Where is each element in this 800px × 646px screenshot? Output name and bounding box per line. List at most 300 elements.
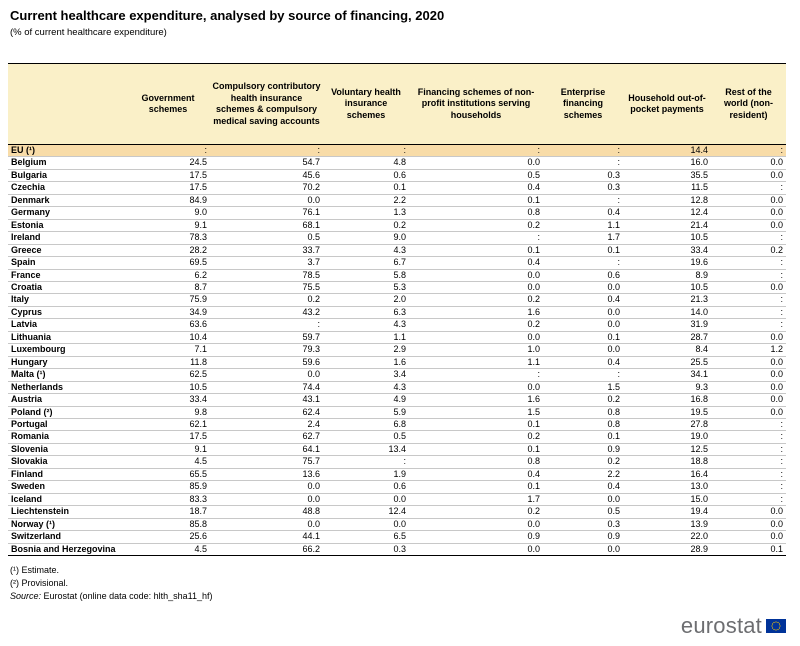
cell-value: 0.1 [711, 543, 786, 555]
eurostat-logo [681, 613, 786, 639]
cell-value: 0.0 [711, 506, 786, 518]
flag-star-icon [775, 621, 776, 622]
cell-value: 0.8 [409, 456, 543, 468]
cell-value: 12.4 [323, 506, 409, 518]
cell-value: 83.3 [126, 493, 210, 505]
cell-value: : [711, 145, 786, 157]
cell-value: 62.7 [210, 431, 323, 443]
cell-value: : [711, 294, 786, 306]
cell-value: 0.4 [409, 468, 543, 480]
cell-value: : [711, 431, 786, 443]
cell-value: 75.5 [210, 281, 323, 293]
cell-value: 25.5 [623, 356, 711, 368]
cell-value: 8.4 [623, 344, 711, 356]
table-row [8, 219, 786, 231]
cell-value: 16.4 [623, 468, 711, 480]
cell-value: 19.5 [623, 406, 711, 418]
cell-value: 0.5 [323, 431, 409, 443]
row-country: Czechia [8, 182, 126, 194]
row-country: Estonia [8, 219, 126, 231]
cell-value: 48.8 [210, 506, 323, 518]
row-country: Norway (¹) [8, 518, 126, 530]
cell-value: : [543, 194, 623, 206]
table-row [8, 207, 786, 219]
cell-value: 18.7 [126, 506, 210, 518]
table-row [8, 281, 786, 293]
cell-value: 27.8 [623, 418, 711, 430]
cell-value: 25.6 [126, 531, 210, 543]
cell-value: 2.9 [323, 344, 409, 356]
cell-value: 0.0 [711, 381, 786, 393]
cell-value: 4.8 [323, 157, 409, 169]
cell-value: 62.4 [210, 406, 323, 418]
table-row [8, 443, 786, 455]
cell-value: 0.1 [409, 194, 543, 206]
cell-value: 10.5 [623, 281, 711, 293]
cell-value: 2.2 [323, 194, 409, 206]
cell-value: 0.5 [210, 232, 323, 244]
cell-value: 21.3 [623, 294, 711, 306]
table-row [8, 194, 786, 206]
cell-value: 0.8 [543, 406, 623, 418]
cell-value: 0.0 [210, 369, 323, 381]
cell-value: 69.5 [126, 257, 210, 269]
cell-value: : [711, 182, 786, 194]
cell-value: : [409, 369, 543, 381]
cell-value: 0.3 [323, 543, 409, 555]
table-row [8, 356, 786, 368]
source-line [10, 590, 213, 603]
cell-value: : [210, 145, 323, 157]
cell-value: : [711, 493, 786, 505]
cell-value: 10.4 [126, 331, 210, 343]
cell-value: 0.2 [323, 219, 409, 231]
cell-value: 12.8 [623, 194, 711, 206]
cell-value: : [711, 443, 786, 455]
cell-value: 0.0 [711, 356, 786, 368]
cell-value: 75.7 [210, 456, 323, 468]
row-country: Bulgaria [8, 169, 126, 181]
table-row [8, 481, 786, 493]
cell-value: 0.0 [711, 518, 786, 530]
cell-value: 13.9 [623, 518, 711, 530]
row-country: Cyprus [8, 306, 126, 318]
cell-value: 0.2 [409, 431, 543, 443]
cell-value: 1.6 [323, 356, 409, 368]
cell-value: 16.0 [623, 157, 711, 169]
cell-value: 0.0 [409, 269, 543, 281]
cell-value: 0.0 [210, 493, 323, 505]
cell-value: 0.6 [323, 169, 409, 181]
cell-value: 34.1 [623, 369, 711, 381]
cell-value: : [711, 319, 786, 331]
cell-value: : [711, 456, 786, 468]
table-header-row [8, 64, 786, 145]
row-country: Greece [8, 244, 126, 256]
cell-value: 1.6 [409, 394, 543, 406]
table-row [8, 306, 786, 318]
cell-value: 0.0 [210, 518, 323, 530]
cell-value: 0.6 [543, 269, 623, 281]
cell-value: 3.7 [210, 257, 323, 269]
header-col-7: Rest of the world (non-resident) [711, 64, 786, 145]
cell-value: 2.4 [210, 418, 323, 430]
cell-value: 24.5 [126, 157, 210, 169]
cell-value: 0.0 [711, 531, 786, 543]
cell-value: 9.8 [126, 406, 210, 418]
logo-text: eurostat [680, 613, 762, 638]
cell-value: 0.0 [711, 369, 786, 381]
cell-value: 0.3 [543, 169, 623, 181]
cell-value: 0.1 [543, 431, 623, 443]
cell-value: 0.5 [409, 169, 543, 181]
table-row [8, 244, 786, 256]
row-country: Romania [8, 431, 126, 443]
cell-value: 0.0 [409, 381, 543, 393]
cell-value: 8.9 [623, 269, 711, 281]
cell-value: 66.2 [210, 543, 323, 555]
cell-value: 64.1 [210, 443, 323, 455]
table-row [8, 257, 786, 269]
table-row [8, 331, 786, 343]
cell-value: 59.7 [210, 331, 323, 343]
cell-value: 14.4 [623, 145, 711, 157]
cell-value: 10.5 [126, 381, 210, 393]
table-row [8, 493, 786, 505]
flag-star-icon [775, 629, 776, 630]
cell-value: 0.0 [543, 319, 623, 331]
cell-value: 19.6 [623, 257, 711, 269]
row-country: Lithuania [8, 331, 126, 343]
source-text: Eurostat (online data code: hlth_sha11_hf) [43, 591, 213, 601]
row-country: Slovenia [8, 443, 126, 455]
table-row [8, 543, 786, 555]
cell-value: 0.1 [409, 244, 543, 256]
header-col-4: Financing schemes of non-profit institutions serving households [409, 64, 543, 145]
cell-value: 0.1 [543, 331, 623, 343]
cell-value: 11.8 [126, 356, 210, 368]
cell-value: 1.2 [711, 344, 786, 356]
row-country: Croatia [8, 281, 126, 293]
table-row [8, 531, 786, 543]
cell-value: 19.0 [623, 431, 711, 443]
cell-value: 9.3 [623, 381, 711, 393]
cell-value: 0.1 [409, 481, 543, 493]
cell-value: 1.7 [543, 232, 623, 244]
header-col-5: Enterprise financing schemes [543, 64, 623, 145]
cell-value: 0.8 [543, 418, 623, 430]
cell-value: 0.0 [409, 331, 543, 343]
row-country: Switzerland [8, 531, 126, 543]
row-country: Malta (¹) [8, 369, 126, 381]
row-country: Bosnia and Herzegovina [8, 543, 126, 555]
cell-value: : [543, 369, 623, 381]
cell-value: : [711, 232, 786, 244]
table-body [8, 145, 786, 556]
cell-value: 0.2 [409, 319, 543, 331]
cell-value: : [543, 145, 623, 157]
flag-star-icon [773, 629, 774, 630]
cell-value: 78.3 [126, 232, 210, 244]
cell-value: 1.3 [323, 207, 409, 219]
table-row [8, 294, 786, 306]
row-country: Sweden [8, 481, 126, 493]
row-country: Netherlands [8, 381, 126, 393]
table-row [8, 468, 786, 480]
table-row [8, 394, 786, 406]
cell-value: 18.8 [623, 456, 711, 468]
table-row [8, 369, 786, 381]
header-col-1: Government schemes [126, 64, 210, 145]
cell-value: 43.1 [210, 394, 323, 406]
row-country: Spain [8, 257, 126, 269]
cell-value: 11.5 [623, 182, 711, 194]
cell-value: 1.0 [409, 344, 543, 356]
cell-value: 0.2 [409, 506, 543, 518]
cell-value: 44.1 [210, 531, 323, 543]
cell-value: 85.9 [126, 481, 210, 493]
cell-value: 1.6 [409, 306, 543, 318]
flag-star-icon [771, 625, 772, 626]
cell-value: 13.4 [323, 443, 409, 455]
cell-value: 5.9 [323, 406, 409, 418]
cell-value: 0.0 [711, 219, 786, 231]
cell-value: 78.5 [210, 269, 323, 281]
cell-value: 0.0 [409, 543, 543, 555]
cell-value: 6.5 [323, 531, 409, 543]
row-country: Ireland [8, 232, 126, 244]
cell-value: 12.5 [623, 443, 711, 455]
cell-value: 62.5 [126, 369, 210, 381]
cell-value: 62.1 [126, 418, 210, 430]
cell-value: 85.8 [126, 518, 210, 530]
cell-value: 0.3 [543, 182, 623, 194]
cell-value: 14.0 [623, 306, 711, 318]
table-row [8, 344, 786, 356]
header-col-2: Compulsory contributory health insurance schemes & compulsory medical saving accounts [210, 64, 323, 145]
cell-value: 0.0 [711, 169, 786, 181]
cell-value: : [409, 145, 543, 157]
cell-value: 10.5 [623, 232, 711, 244]
row-country: France [8, 269, 126, 281]
cell-value: 1.7 [409, 493, 543, 505]
cell-value: : [711, 269, 786, 281]
cell-value: 0.0 [543, 306, 623, 318]
table-row [8, 169, 786, 181]
cell-value: 0.9 [543, 443, 623, 455]
cell-value: 9.1 [126, 219, 210, 231]
cell-value: 79.3 [210, 344, 323, 356]
cell-value: 59.6 [210, 356, 323, 368]
cell-value: 6.3 [323, 306, 409, 318]
cell-value: 0.4 [543, 207, 623, 219]
cell-value: 1.9 [323, 468, 409, 480]
cell-value: 0.0 [711, 394, 786, 406]
table-title: Current healthcare expenditure, analysed by source of financing, 2020 [10, 8, 445, 23]
source-label: Source: [10, 591, 42, 601]
header-col-6: Household out-of-pocket payments [623, 64, 711, 145]
cell-value: 17.5 [126, 431, 210, 443]
flag-star-icon [779, 623, 780, 624]
cell-value: 0.0 [711, 406, 786, 418]
row-country: Latvia [8, 319, 126, 331]
cell-value: 2.2 [543, 468, 623, 480]
cell-value: 2.0 [323, 294, 409, 306]
cell-value: 0.0 [711, 194, 786, 206]
cell-value: 0.0 [711, 157, 786, 169]
cell-value: 0.0 [543, 344, 623, 356]
cell-value: 0.8 [409, 207, 543, 219]
cell-value: 74.4 [210, 381, 323, 393]
row-country: EU (¹) [8, 145, 126, 157]
cell-value: 0.0 [210, 194, 323, 206]
cell-value: 0.1 [543, 244, 623, 256]
cell-value: 4.9 [323, 394, 409, 406]
cell-value: 0.1 [409, 443, 543, 455]
cell-value: 0.0 [210, 481, 323, 493]
row-country: Hungary [8, 356, 126, 368]
cell-value: 33.4 [126, 394, 210, 406]
cell-value: 0.4 [543, 294, 623, 306]
cell-value: 68.1 [210, 219, 323, 231]
cell-value: 6.2 [126, 269, 210, 281]
cell-value: 0.6 [323, 481, 409, 493]
cell-value: 0.2 [210, 294, 323, 306]
cell-value: 0.4 [543, 356, 623, 368]
cell-value: 0.0 [711, 207, 786, 219]
cell-value: 1.1 [543, 219, 623, 231]
cell-value: 0.0 [711, 331, 786, 343]
cell-value: 0.2 [409, 294, 543, 306]
cell-value: : [323, 456, 409, 468]
eu-flag-icon [766, 619, 786, 633]
table-subtitle: (% of current healthcare expenditure) [10, 27, 167, 38]
table-row [8, 506, 786, 518]
cell-value: 63.6 [126, 319, 210, 331]
flag-star-icon [777, 629, 778, 630]
cell-value: 1.5 [543, 381, 623, 393]
cell-value: 1.1 [409, 356, 543, 368]
cell-value: : [409, 232, 543, 244]
cell-value: 33.7 [210, 244, 323, 256]
cell-value: 4.3 [323, 319, 409, 331]
cell-value: 0.5 [543, 506, 623, 518]
cell-value: 0.0 [323, 493, 409, 505]
cell-value: 4.3 [323, 244, 409, 256]
cell-value: 4.3 [323, 381, 409, 393]
cell-value: 13.0 [623, 481, 711, 493]
row-country: Portugal [8, 418, 126, 430]
row-country: Slovakia [8, 456, 126, 468]
cell-value: 0.1 [409, 418, 543, 430]
table-row [8, 406, 786, 418]
cell-value: 0.0 [409, 281, 543, 293]
cell-value: 5.8 [323, 269, 409, 281]
cell-value: 34.9 [126, 306, 210, 318]
cell-value: 28.9 [623, 543, 711, 555]
row-country: Denmark [8, 194, 126, 206]
cell-value: : [210, 319, 323, 331]
table-row [8, 518, 786, 530]
cell-value: 6.7 [323, 257, 409, 269]
cell-value: 22.0 [623, 531, 711, 543]
row-country: Austria [8, 394, 126, 406]
cell-value: 0.2 [543, 456, 623, 468]
cell-value: 4.5 [126, 456, 210, 468]
table-row [8, 182, 786, 194]
cell-value: 76.1 [210, 207, 323, 219]
cell-value: 3.4 [323, 369, 409, 381]
cell-value: 1.5 [409, 406, 543, 418]
cell-value: 0.4 [543, 481, 623, 493]
flag-star-icon [777, 622, 778, 623]
cell-value: 31.9 [623, 319, 711, 331]
cell-value: 0.0 [711, 281, 786, 293]
row-country: Germany [8, 207, 126, 219]
flag-star-icon [772, 623, 773, 624]
table-row [8, 157, 786, 169]
cell-value: 19.4 [623, 506, 711, 518]
cell-value: 84.9 [126, 194, 210, 206]
cell-value: : [711, 468, 786, 480]
cell-value: 33.4 [623, 244, 711, 256]
flag-star-icon [779, 627, 780, 628]
cell-value: 7.1 [126, 344, 210, 356]
cell-value: 12.4 [623, 207, 711, 219]
cell-value: 9.0 [323, 232, 409, 244]
header-col-3: Voluntary health insurance schemes [323, 64, 409, 145]
cell-value: 17.5 [126, 182, 210, 194]
cell-value: 0.0 [323, 518, 409, 530]
cell-value: 0.2 [409, 219, 543, 231]
table-row [8, 456, 786, 468]
row-country: Luxembourg [8, 344, 126, 356]
table-row [8, 418, 786, 430]
cell-value: 75.9 [126, 294, 210, 306]
cell-value: : [543, 157, 623, 169]
cell-value: 0.0 [409, 157, 543, 169]
row-country: Poland (²) [8, 406, 126, 418]
cell-value: 6.8 [323, 418, 409, 430]
footnote-estimate: (¹) Estimate. [10, 565, 60, 575]
table-row [8, 145, 786, 157]
cell-value: 4.5 [126, 543, 210, 555]
row-country: Iceland [8, 493, 126, 505]
footnote-provisional: (²) Provisional. [10, 578, 69, 588]
cell-value: 0.2 [543, 394, 623, 406]
cell-value: 15.0 [623, 493, 711, 505]
cell-value: 28.7 [623, 331, 711, 343]
cell-value: 45.6 [210, 169, 323, 181]
cell-value: 65.5 [126, 468, 210, 480]
cell-value: 0.3 [543, 518, 623, 530]
table-row [8, 232, 786, 244]
table-row [8, 381, 786, 393]
cell-value: 54.7 [210, 157, 323, 169]
cell-value: : [126, 145, 210, 157]
cell-value: 21.4 [623, 219, 711, 231]
cell-value: : [711, 481, 786, 493]
flag-star-icon [779, 625, 780, 626]
cell-value: : [711, 257, 786, 269]
cell-value: : [543, 257, 623, 269]
cell-value: 43.2 [210, 306, 323, 318]
row-country: Italy [8, 294, 126, 306]
cell-value: 0.0 [409, 518, 543, 530]
row-country: Liechtenstein [8, 506, 126, 518]
cell-value: : [711, 306, 786, 318]
cell-value: 17.5 [126, 169, 210, 181]
